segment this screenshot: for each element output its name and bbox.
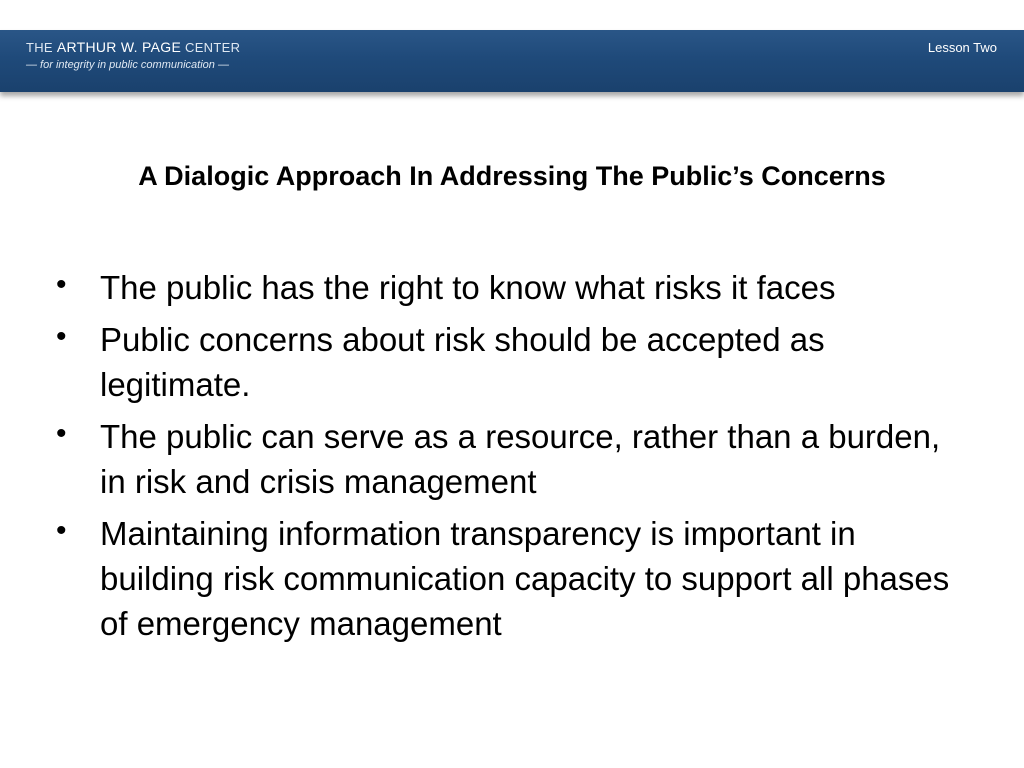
logo-center: CENTER [185,40,241,55]
bullet-text: The public has the right to know what risks it faces [100,269,836,306]
header-banner [0,30,1024,92]
bullet-text: Maintaining information transparency is important in building risk communication capacity to support all phases of emergency management [100,515,950,642]
logo-the: THE [26,40,53,55]
lesson-label: Lesson Two [927,40,997,55]
bullet-item [56,511,956,646]
logo-name: ARTHUR W. PAGE [56,39,182,55]
bullet-dot-icon: • [56,417,67,450]
page-center-logo [26,39,240,72]
bullet-text: Public concerns about risk should be accepted as legitimate. [100,321,825,403]
bullet-text: The public can serve as a resource, rather than a burden, in risk and crisis management [100,418,941,500]
bullet-dot-icon: • [56,268,67,301]
bullet-dot-icon: • [56,514,67,547]
bullet-item [56,265,956,310]
logo-tagline: — for integrity in public communication — [26,59,229,71]
bullet-dot-icon: • [56,320,67,353]
bullet-item [56,414,956,504]
slide-title: A Dialogic Approach In Addressing The Public’s Concerns [138,161,886,191]
logo-wordmark [26,39,240,56]
bullet-item [56,317,956,407]
bullet-list [56,265,956,653]
